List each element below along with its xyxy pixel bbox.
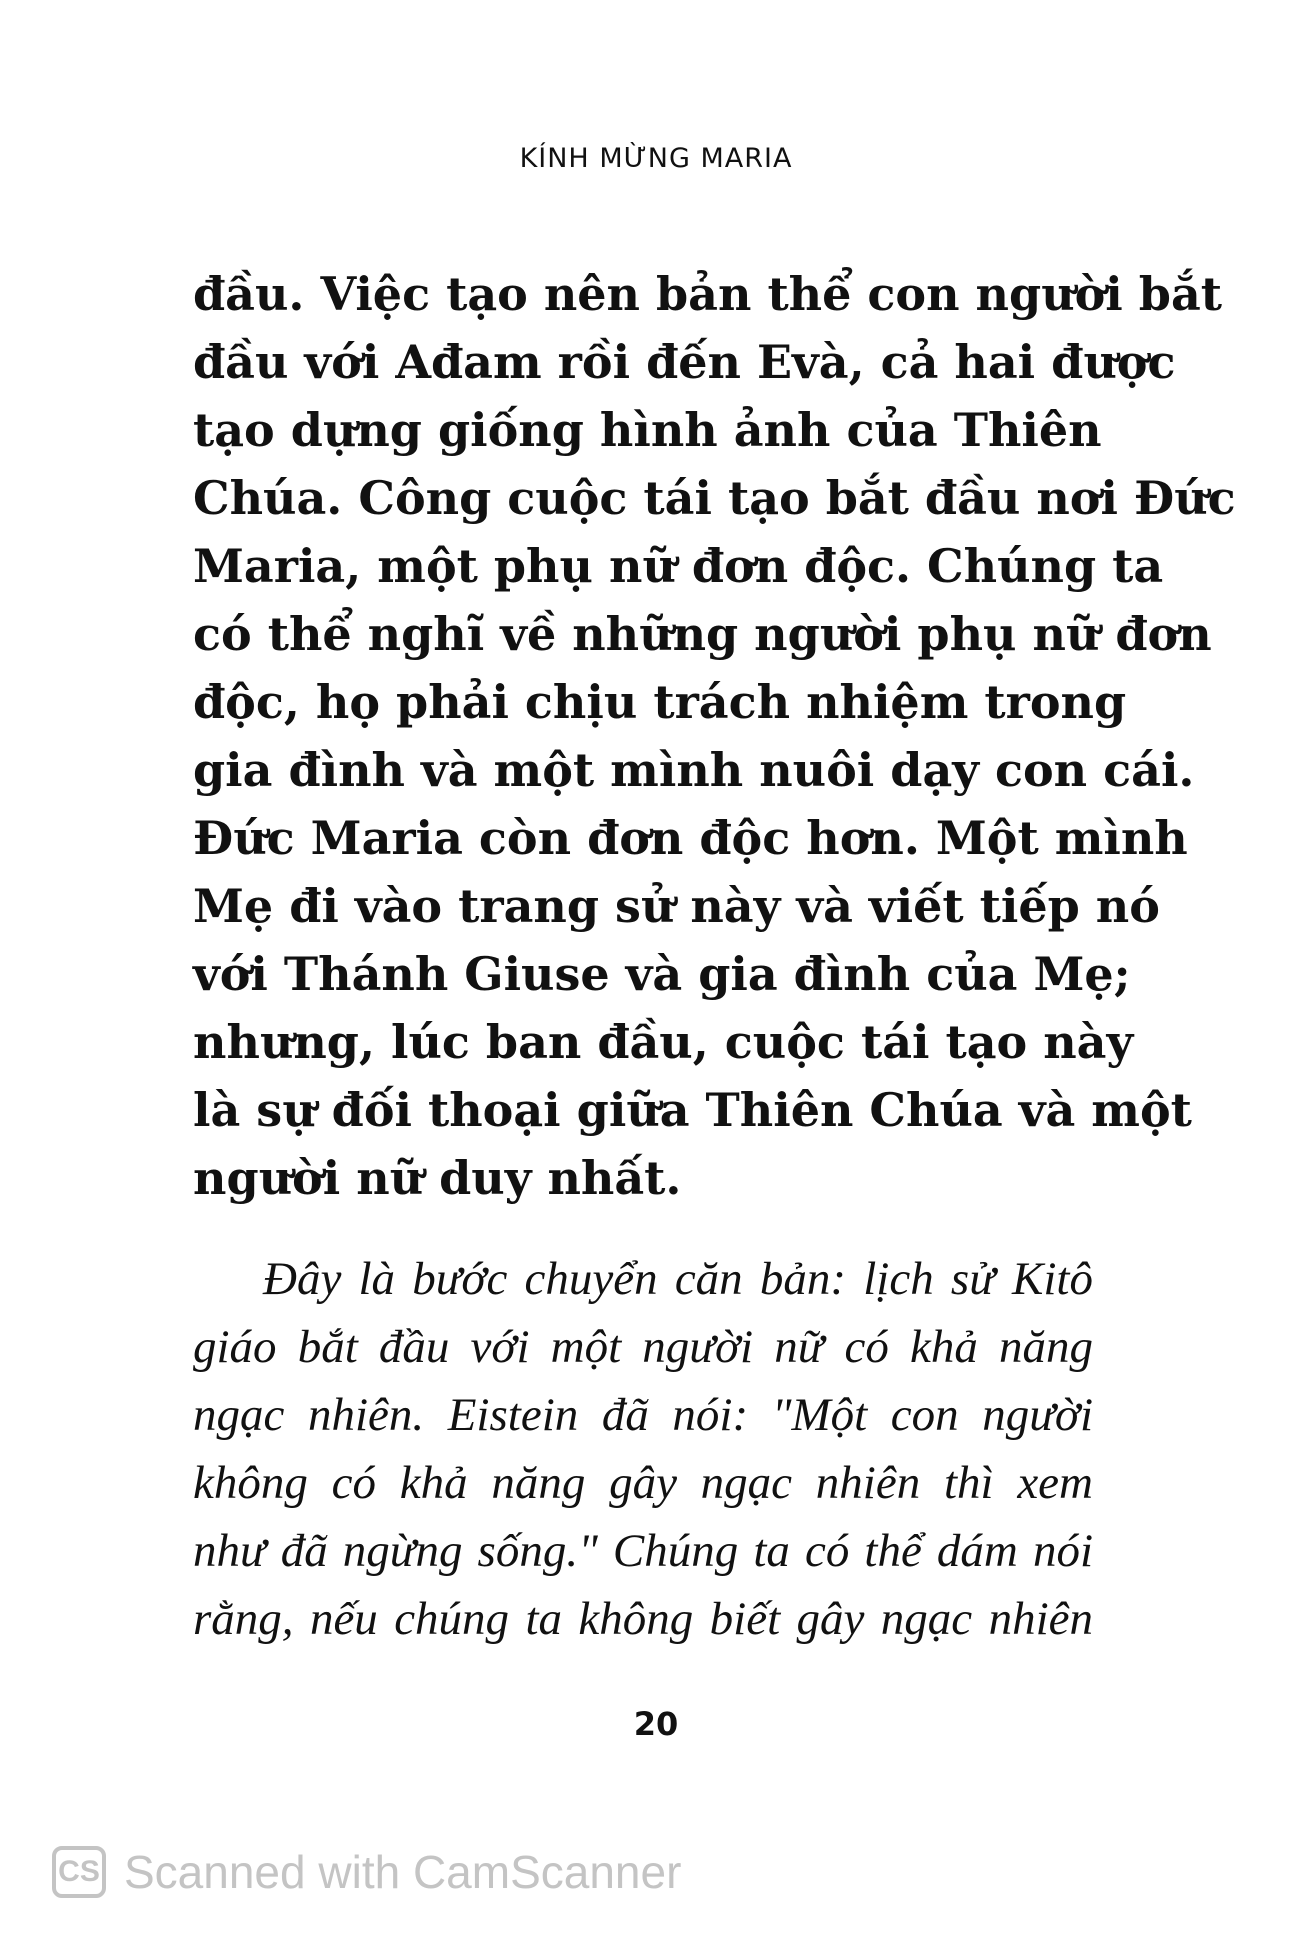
body-line: tạo dựng giống hình ảnh của Thiên xyxy=(193,403,1102,457)
body-line: đầu. Việc tạo nên bản thể con người bắt xyxy=(193,267,1223,321)
italic-line: như đã ngừng sống." Chúng ta có thể dám nói xyxy=(193,1525,1093,1577)
italic-line: rằng, nếu chúng ta không biết gây ngạc nhiên xyxy=(193,1593,1093,1645)
italic-line: giáo bắt đầu với một người nữ có khả năng xyxy=(193,1321,1093,1373)
body-paragraph xyxy=(193,260,1236,1212)
italic-line: ngạc nhiên. Eistein đã nói: "Một con người xyxy=(193,1389,1093,1441)
body-line: Maria, một phụ nữ đơn độc. Chúng ta xyxy=(193,539,1164,593)
camscanner-watermark xyxy=(52,1845,681,1899)
italic-line: Đây là bước chuyển căn bản: lịch sử Kitô xyxy=(263,1253,1093,1305)
body-line: có thể nghĩ về những người phụ nữ đơn xyxy=(193,607,1212,661)
body-line: Mẹ đi vào trang sử này và viết tiếp nó xyxy=(193,879,1160,933)
body-line: độc, họ phải chịu trách nhiệm trong xyxy=(193,675,1127,729)
body-line: Chúa. Công cuộc tái tạo bắt đầu nơi Đức xyxy=(193,471,1236,525)
camscanner-logo-icon: CS xyxy=(52,1846,106,1898)
watermark-text: Scanned with CamScanner xyxy=(124,1846,682,1898)
body-line: người nữ duy nhất. xyxy=(193,1151,682,1205)
running-header: KÍNH MỪNG MARIA xyxy=(519,143,793,174)
body-line: là sự đối thoại giữa Thiên Chúa và một xyxy=(193,1083,1192,1137)
body-line: gia đình và một mình nuôi dạy con cái. xyxy=(193,743,1195,797)
body-line: Đức Maria còn đơn độc hơn. Một mình xyxy=(193,811,1188,865)
body-line: nhưng, lúc ban đầu, cuộc tái tạo này xyxy=(193,1015,1134,1069)
page-number: 20 xyxy=(633,1705,679,1743)
italic-line: không có khả năng gây ngạc nhiên thì xem xyxy=(193,1457,1093,1509)
italic-paragraph xyxy=(193,1245,1093,1653)
body-line: đầu với Ađam rồi đến Evà, cả hai được xyxy=(193,335,1176,389)
body-line: với Thánh Giuse và gia đình của Mẹ; xyxy=(193,947,1131,1001)
